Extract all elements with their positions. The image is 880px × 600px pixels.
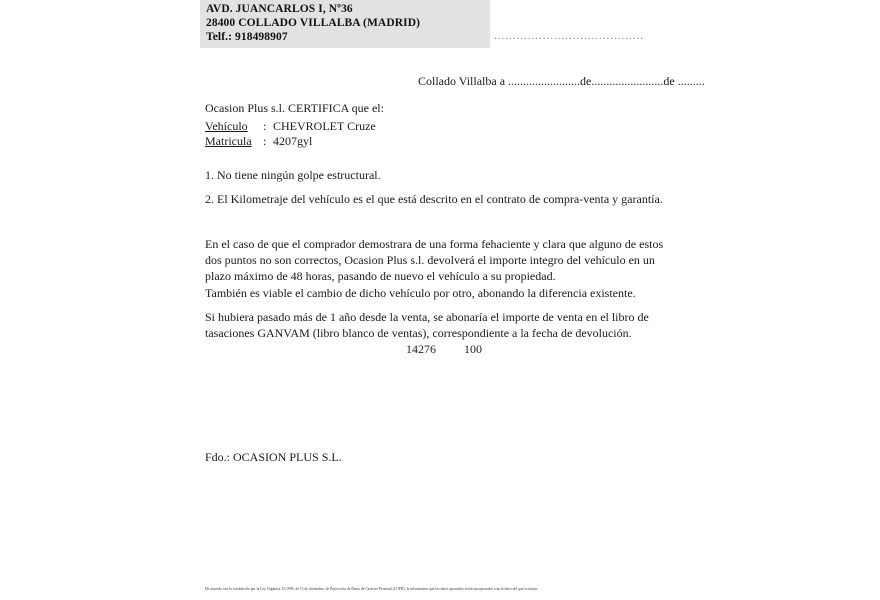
certification-intro-line: Ocasion Plus s.l. CERTIFICA que el: <box>205 101 384 115</box>
footer-legal-notice: De acuerdo con lo establecido por la Ley Orgánica 15/1999, de 13 de diciembre, de Protección de Datos de Carácter Personal (LOPD), le informamos que los datos aportados serán incorporados a un fichero del que es titular. <box>205 587 539 591</box>
paragraph-refund-terms: En el caso de que el comprador demostrara de una forma fehaciente y clara que alguno de estos dos puntos no son correctos, Ocasion Plus s.l. devolverá el importe integro del vehículo en un plazo máximo de 48 horas, pasando de nuevo el vehículo a su propiedad. <box>205 237 664 283</box>
plate-field-row <box>205 134 312 149</box>
header-dotted-line: ........................................ <box>494 30 644 42</box>
clause-item-2: 2. El Kilometraje del vehículo es el que está descrito en el contrato de compra-venta y garantía. <box>205 192 663 206</box>
paragraph-exchange-terms: También es viable el cambio de dicho vehículo por otro, abonando la diferencia existente. <box>205 286 636 300</box>
plate-field-value: 4207gyl <box>273 134 313 148</box>
plate-field-label: Matricula <box>205 134 252 148</box>
vehicle-field-value: CHEVROLET Cruze <box>273 119 376 133</box>
vehicle-field-row <box>205 119 376 134</box>
letterhead-block <box>200 0 490 48</box>
signature-line: Fdo.: OCASION PLUS S.L. <box>205 450 342 464</box>
handwritten-amount: 100 <box>464 342 482 356</box>
letterhead-phone-line: Telf.: 918498907 <box>206 31 288 43</box>
clause-item-1: 1. No tiene ningún golpe estructural. <box>205 168 381 182</box>
vehicle-field-separator: : <box>263 119 267 133</box>
vehicle-field-label: Vehículo <box>205 119 248 133</box>
paragraph-ganvam-terms: Si hubiera pasado más de 1 año desde la venta, se abonaría el importe de venta en el libro de tasaciones GANVAM (libro blanco de ventas), correspondiente a la fecha de devolución. <box>205 310 649 340</box>
letterhead-address-line-1: AVD. JUANCARLOS I, Nº36 <box>206 3 353 15</box>
handwritten-kilometers: 14276 <box>406 342 436 356</box>
plate-field-separator: : <box>263 134 267 148</box>
place-and-date-line: Collado Villalba a ........................de........................de ......... <box>418 74 705 88</box>
letterhead-address-line-2: 28400 COLLADO VILLALBA (MADRID) <box>206 17 421 29</box>
